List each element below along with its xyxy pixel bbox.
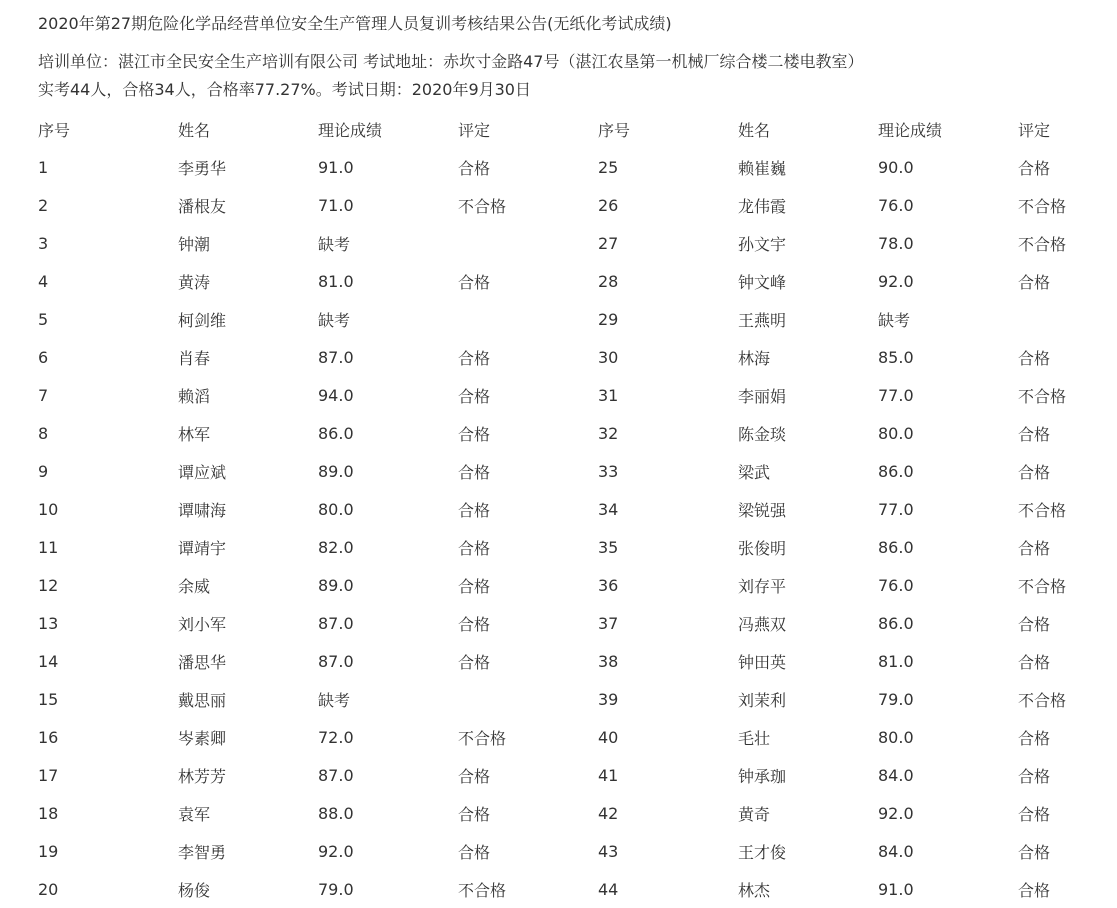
cell-no-2: 25 — [598, 157, 619, 177]
cell-rating: 合格 — [458, 842, 491, 862]
cell-no: 18 — [38, 803, 59, 823]
cell-score: 80.0 — [318, 499, 354, 519]
cell-name: 黄涛 — [178, 272, 211, 292]
cell-score-2: 77.0 — [878, 385, 914, 405]
table-row — [28, 414, 1108, 452]
cell-rating — [448, 300, 588, 338]
cell-no-2: 34 — [598, 499, 619, 519]
cell-score: 87.0 — [318, 765, 354, 785]
cell-score-2: 91.0 — [878, 879, 914, 899]
cell-score: 缺考 — [318, 690, 351, 710]
results-table-body — [28, 148, 1108, 908]
cell-name-2: 刘存平 — [738, 576, 787, 596]
cell-score: 92.0 — [318, 841, 354, 861]
cell-rating-2: 合格 — [1018, 842, 1051, 862]
cell-no: 7 — [38, 385, 49, 405]
cell-no: 14 — [38, 651, 59, 671]
header-name-2: 姓名 — [738, 120, 771, 140]
cell-score-2: 84.0 — [878, 841, 914, 861]
cell-rating-2: 合格 — [1018, 652, 1051, 672]
cell-name-2: 钟承珈 — [738, 766, 787, 786]
table-row — [28, 642, 1108, 680]
cell-score-2: 78.0 — [878, 233, 914, 253]
table-row — [28, 718, 1108, 756]
cell-score-2: 76.0 — [878, 575, 914, 595]
header-rating: 评定 — [458, 120, 491, 140]
header-no: 序号 — [38, 120, 71, 140]
cell-name-2: 王燕明 — [738, 310, 787, 330]
cell-no-2: 43 — [598, 841, 619, 861]
cell-no: 5 — [38, 309, 49, 329]
cell-name-2: 赖崔巍 — [738, 158, 787, 178]
cell-name-2: 刘茉利 — [738, 690, 787, 710]
cell-no-2: 39 — [598, 689, 619, 709]
cell-name: 刘小军 — [178, 614, 227, 634]
cell-no: 16 — [38, 727, 59, 747]
cell-no: 6 — [38, 347, 49, 367]
cell-no: 10 — [38, 499, 59, 519]
table-row — [28, 794, 1108, 832]
cell-name: 林芳芳 — [178, 766, 227, 786]
table-row — [28, 452, 1108, 490]
cell-rating: 合格 — [458, 614, 491, 634]
cell-no: 3 — [38, 233, 49, 253]
cell-no-2: 44 — [598, 879, 619, 899]
cell-score-2: 76.0 — [878, 195, 914, 215]
cell-name-2: 陈金琰 — [738, 424, 787, 444]
cell-score: 88.0 — [318, 803, 354, 823]
cell-score-2: 86.0 — [878, 613, 914, 633]
exam-summary-line: 实考44人，合格34人，合格率77.27%。考试日期：2020年9月30日 — [38, 80, 531, 99]
table-row — [28, 490, 1108, 528]
cell-rating-2: 不合格 — [1018, 576, 1067, 596]
cell-rating: 合格 — [458, 386, 491, 406]
cell-score: 72.0 — [318, 727, 354, 747]
cell-no-2: 42 — [598, 803, 619, 823]
cell-rating-2 — [1008, 300, 1108, 338]
cell-name-2: 冯燕双 — [738, 614, 787, 634]
cell-no-2: 36 — [598, 575, 619, 595]
cell-rating-2: 不合格 — [1018, 234, 1067, 254]
cell-rating-2: 合格 — [1018, 538, 1051, 558]
cell-no: 9 — [38, 461, 49, 481]
cell-name-2: 钟田英 — [738, 652, 787, 672]
cell-no-2: 30 — [598, 347, 619, 367]
cell-rating — [448, 680, 588, 718]
cell-score: 81.0 — [318, 271, 354, 291]
cell-score-2: 缺考 — [878, 310, 911, 330]
cell-rating-2: 不合格 — [1018, 386, 1067, 406]
cell-rating-2: 不合格 — [1018, 500, 1067, 520]
cell-name-2: 黄奇 — [738, 804, 771, 824]
cell-no-2: 31 — [598, 385, 619, 405]
cell-score: 87.0 — [318, 347, 354, 367]
header-score-2: 理论成绩 — [878, 120, 943, 140]
cell-score: 79.0 — [318, 879, 354, 899]
cell-rating-2: 合格 — [1018, 880, 1051, 900]
cell-rating-2: 合格 — [1018, 158, 1051, 178]
cell-rating-2: 合格 — [1018, 766, 1051, 786]
cell-name: 柯剑维 — [178, 310, 227, 330]
cell-rating: 合格 — [458, 804, 491, 824]
cell-score: 87.0 — [318, 651, 354, 671]
table-row — [28, 338, 1108, 376]
cell-name-2: 梁锐强 — [738, 500, 787, 520]
cell-name: 林军 — [178, 424, 211, 444]
table-row — [28, 300, 1108, 338]
cell-no-2: 29 — [598, 309, 619, 329]
cell-score-2: 92.0 — [878, 803, 914, 823]
cell-score: 82.0 — [318, 537, 354, 557]
cell-score-2: 84.0 — [878, 765, 914, 785]
cell-rating-2: 合格 — [1018, 348, 1051, 368]
cell-no: 11 — [38, 537, 59, 557]
cell-score-2: 80.0 — [878, 727, 914, 747]
cell-rating: 不合格 — [458, 728, 507, 748]
header-rating-2: 评定 — [1018, 120, 1051, 140]
cell-name: 岑素卿 — [178, 728, 227, 748]
cell-no: 17 — [38, 765, 59, 785]
cell-rating: 不合格 — [458, 196, 507, 216]
cell-score-2: 86.0 — [878, 537, 914, 557]
cell-score-2: 80.0 — [878, 423, 914, 443]
cell-name-2: 林杰 — [738, 880, 771, 900]
cell-name-2: 孙文宇 — [738, 234, 787, 254]
cell-rating-2: 合格 — [1018, 614, 1051, 634]
header-name: 姓名 — [178, 120, 211, 140]
results-table — [28, 110, 1108, 908]
cell-name: 袁军 — [178, 804, 211, 824]
cell-name-2: 梁武 — [738, 462, 771, 482]
cell-rating-2: 不合格 — [1018, 196, 1067, 216]
cell-no-2: 32 — [598, 423, 619, 443]
cell-score: 87.0 — [318, 613, 354, 633]
cell-name: 余威 — [178, 576, 211, 596]
cell-score-2: 90.0 — [878, 157, 914, 177]
cell-no: 8 — [38, 423, 49, 443]
cell-score-2: 77.0 — [878, 499, 914, 519]
table-row — [28, 528, 1108, 566]
cell-no: 2 — [38, 195, 49, 215]
cell-name-2: 张俊明 — [738, 538, 787, 558]
cell-rating: 合格 — [458, 538, 491, 558]
cell-score: 缺考 — [318, 234, 351, 254]
cell-no-2: 37 — [598, 613, 619, 633]
cell-name-2: 钟文峰 — [738, 272, 787, 292]
cell-rating: 合格 — [458, 652, 491, 672]
table-row — [28, 224, 1108, 262]
cell-rating-2: 不合格 — [1018, 690, 1067, 710]
cell-rating: 合格 — [458, 158, 491, 178]
header-score: 理论成绩 — [318, 120, 383, 140]
cell-no-2: 33 — [598, 461, 619, 481]
cell-score: 86.0 — [318, 423, 354, 443]
cell-name: 潘根友 — [178, 196, 227, 216]
table-row — [28, 186, 1108, 224]
cell-name: 钟潮 — [178, 234, 211, 254]
table-row — [28, 756, 1108, 794]
cell-name: 谭靖宇 — [178, 538, 227, 558]
cell-no: 4 — [38, 271, 49, 291]
table-row — [28, 604, 1108, 642]
cell-name-2: 龙伟霞 — [738, 196, 787, 216]
cell-no: 13 — [38, 613, 59, 633]
cell-score: 89.0 — [318, 461, 354, 481]
cell-rating: 合格 — [458, 348, 491, 368]
table-row — [28, 566, 1108, 604]
cell-no: 19 — [38, 841, 59, 861]
cell-name: 戴思丽 — [178, 690, 227, 710]
cell-name: 谭啸海 — [178, 500, 227, 520]
cell-name: 赖滔 — [178, 386, 211, 406]
cell-name: 杨俊 — [178, 880, 211, 900]
cell-score: 91.0 — [318, 157, 354, 177]
cell-name-2: 毛壮 — [738, 728, 771, 748]
cell-no-2: 41 — [598, 765, 619, 785]
cell-score-2: 79.0 — [878, 689, 914, 709]
cell-score: 71.0 — [318, 195, 354, 215]
table-row — [28, 148, 1108, 186]
cell-score-2: 92.0 — [878, 271, 914, 291]
cell-score: 缺考 — [318, 310, 351, 330]
cell-rating: 合格 — [458, 500, 491, 520]
table-row — [28, 262, 1108, 300]
cell-no-2: 28 — [598, 271, 619, 291]
cell-rating: 合格 — [458, 272, 491, 292]
cell-no-2: 35 — [598, 537, 619, 557]
cell-no: 12 — [38, 575, 59, 595]
cell-rating: 合格 — [458, 424, 491, 444]
cell-score: 89.0 — [318, 575, 354, 595]
table-row — [28, 832, 1108, 870]
header-no-2: 序号 — [598, 120, 631, 140]
cell-rating-2: 合格 — [1018, 728, 1051, 748]
cell-rating-2: 合格 — [1018, 272, 1051, 292]
table-header-row — [28, 110, 1108, 148]
cell-name-2: 王才俊 — [738, 842, 787, 862]
cell-no-2: 40 — [598, 727, 619, 747]
cell-rating-2: 合格 — [1018, 804, 1051, 824]
cell-no: 20 — [38, 879, 59, 899]
cell-score: 94.0 — [318, 385, 354, 405]
cell-no-2: 38 — [598, 651, 619, 671]
cell-name: 潘思华 — [178, 652, 227, 672]
table-row — [28, 680, 1108, 718]
cell-rating: 合格 — [458, 462, 491, 482]
cell-score-2: 85.0 — [878, 347, 914, 367]
cell-score-2: 86.0 — [878, 461, 914, 481]
cell-rating-2: 合格 — [1018, 462, 1051, 482]
cell-rating: 不合格 — [458, 880, 507, 900]
cell-name: 谭应斌 — [178, 462, 227, 482]
cell-rating-2: 合格 — [1018, 424, 1051, 444]
cell-name: 李智勇 — [178, 842, 227, 862]
cell-name-2: 李丽娟 — [738, 386, 787, 406]
cell-rating: 合格 — [458, 766, 491, 786]
cell-rating: 合格 — [458, 576, 491, 596]
table-row — [28, 376, 1108, 414]
cell-name: 肖春 — [178, 348, 211, 368]
cell-name: 李勇华 — [178, 158, 227, 178]
cell-rating — [448, 224, 588, 262]
notice-title: 2020年第27期危险化学品经营单位安全生产管理人员复训考核结果公告(无纸化考试成绩) — [38, 14, 672, 33]
cell-no-2: 26 — [598, 195, 619, 215]
cell-no-2: 27 — [598, 233, 619, 253]
cell-no: 1 — [38, 157, 49, 177]
cell-no: 15 — [38, 689, 59, 709]
training-info-line: 培训单位：湛江市全民安全生产培训有限公司 考试地址：赤坎寸金路47号（湛江农垦第一机械厂综合楼二楼电教室） — [38, 52, 864, 71]
cell-score-2: 81.0 — [878, 651, 914, 671]
cell-name-2: 林海 — [738, 348, 771, 368]
table-row — [28, 870, 1108, 908]
